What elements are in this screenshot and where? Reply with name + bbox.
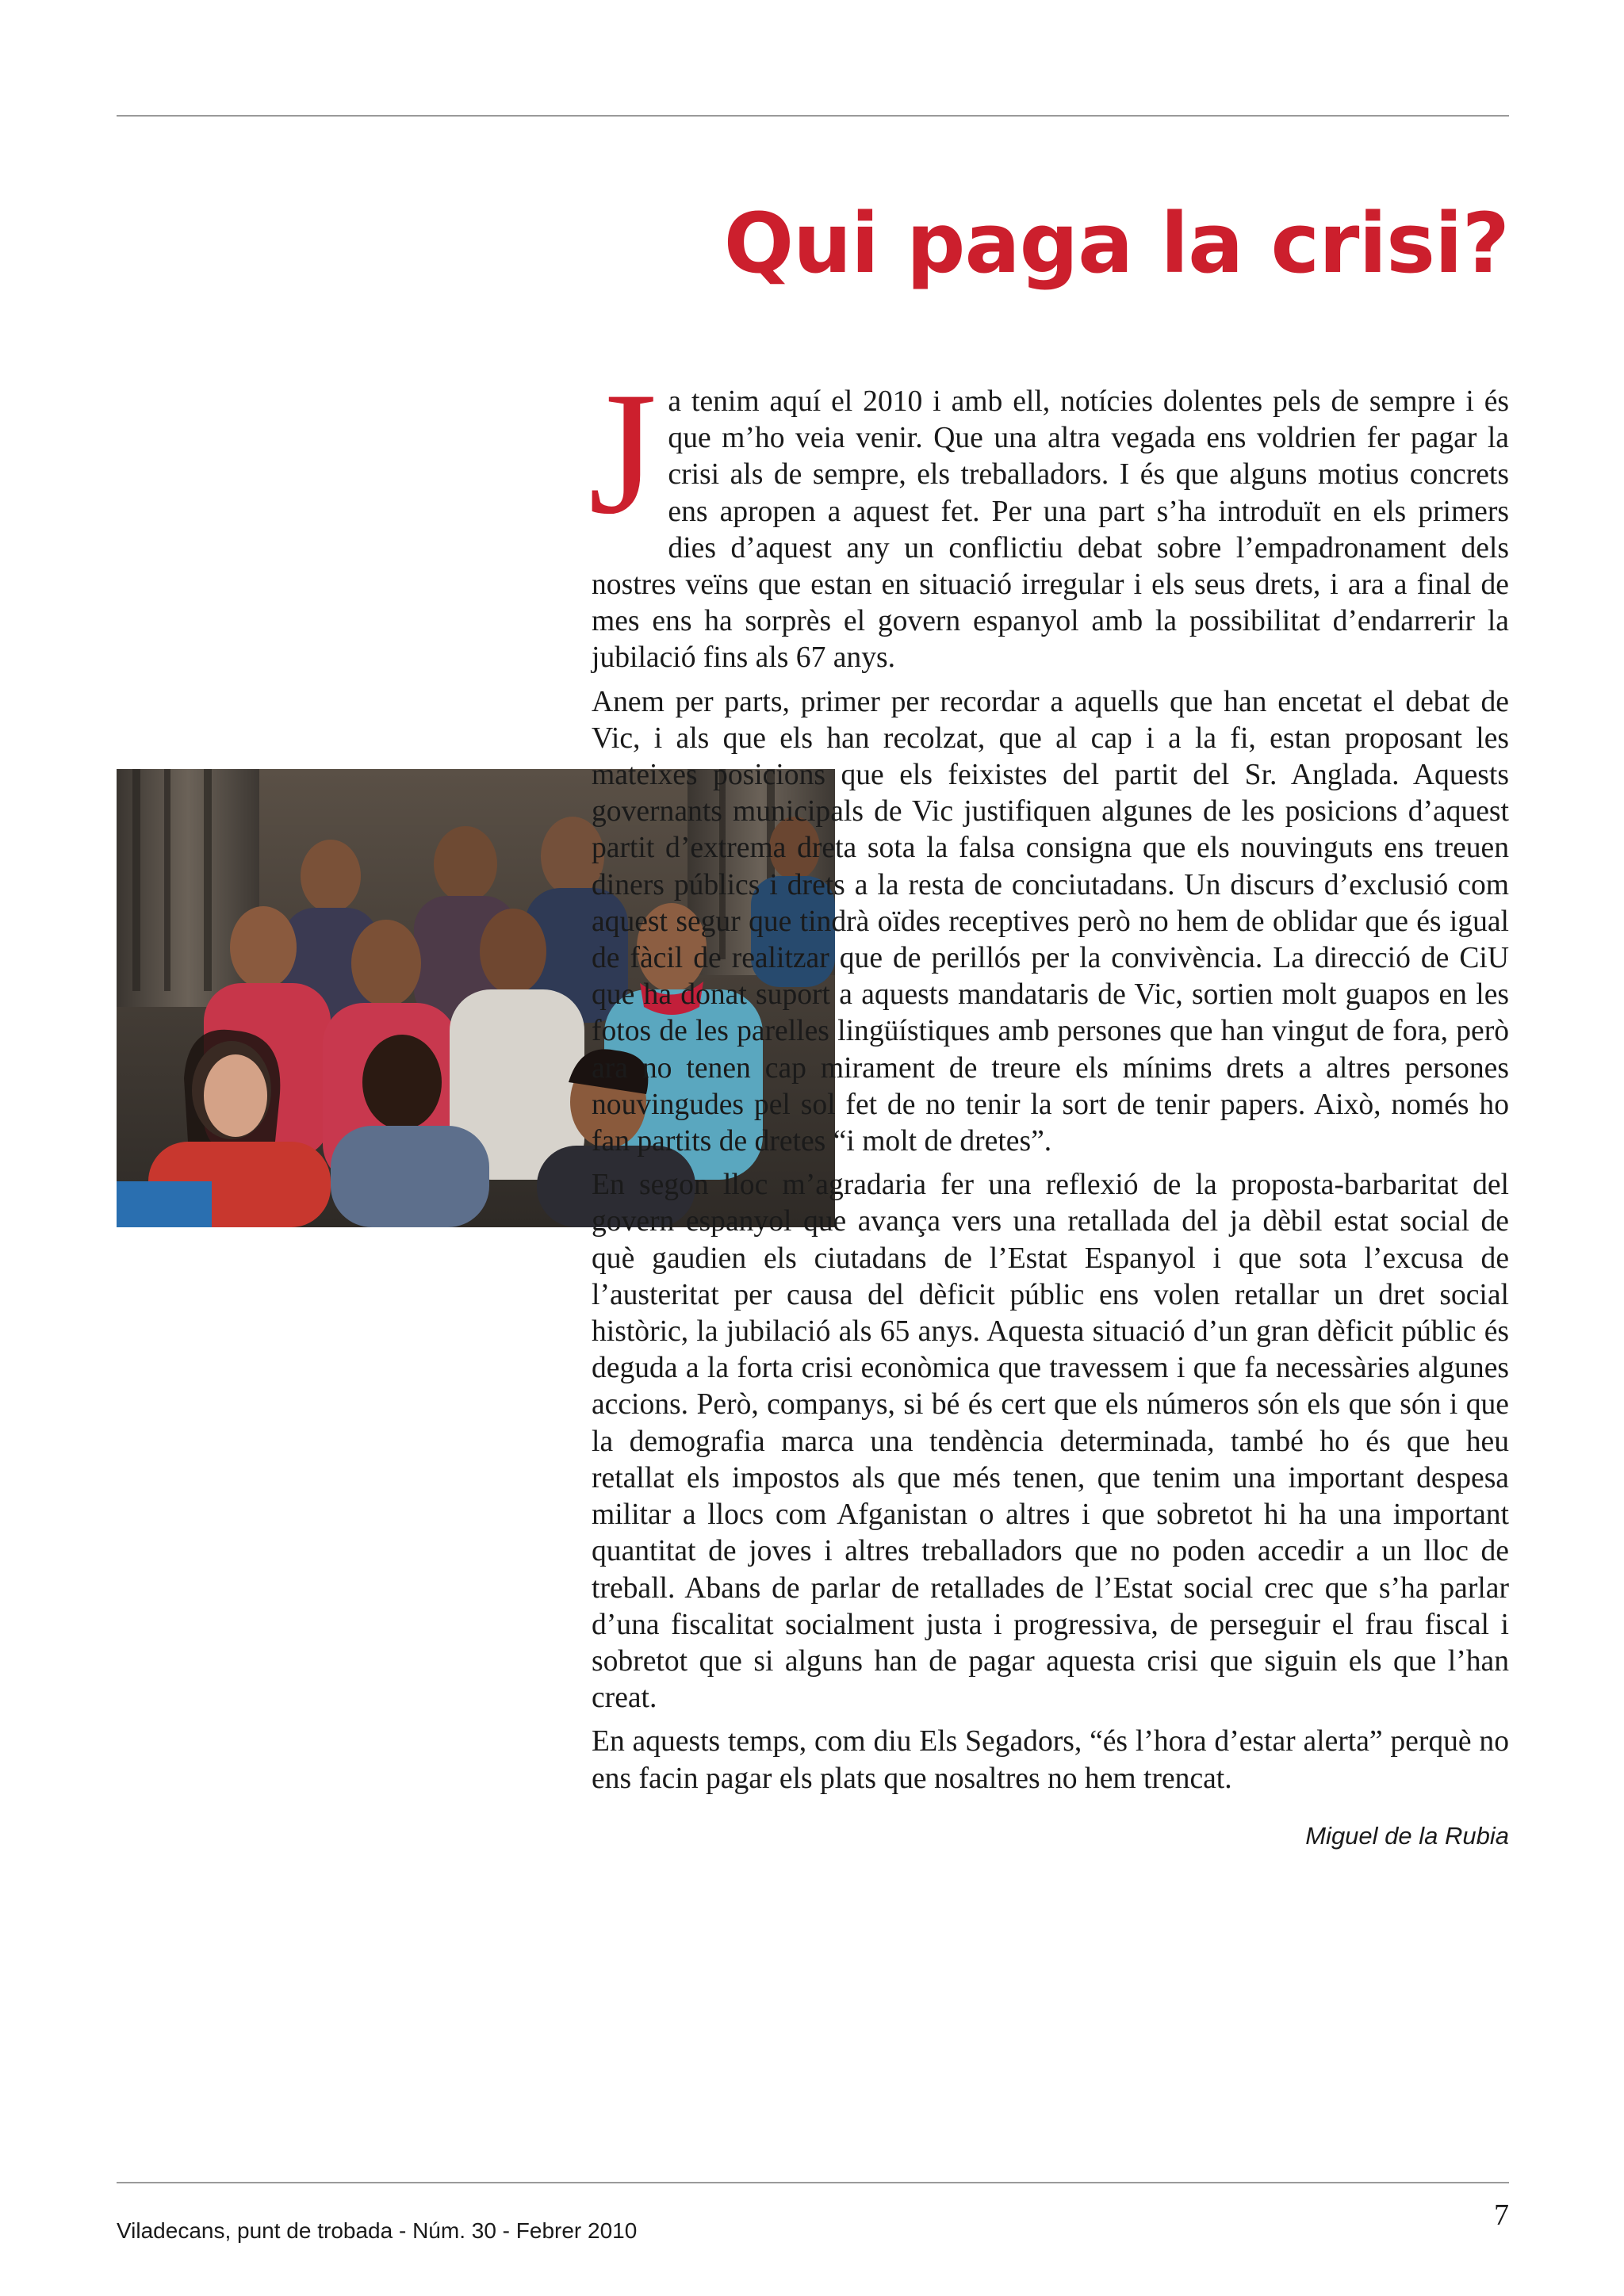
author-signature: Miguel de la Rubia xyxy=(1305,1821,1509,1850)
footer-rule xyxy=(117,2182,1509,2183)
drop-cap: J xyxy=(588,356,657,551)
paragraph-3: En segon lloc m’agradaria fer una reflexió de la proposta-barbaritat del govern espanyol que avança vers una retallada del ja dèbil estat social de què gaudien els ciutadans de l’Estat Espanyol i que sota l’excusa de l’austeritat per causa del dèficit públic ens volen retallar un dret social històric, la jubilació als 65 anys. Aquesta situació d’un gran dèficit públic és deguda a la forta crisi econòmica que travessem i que fa necessàries algunes accions. Però, companys, si bé és cert que els números són els que són i que la demografia marca una tendència determinada, també ho és que heu retallat els impostos als que més tenen, que tenim una important despesa militar a llocs com Afganistan o altres i que sobretot hi ha una important quantitat de joves i altres treballadors que no poden accedir a un lloc de treball. Abans de parlar de retallades de l’Estat social crec que s’ha parlar d’una fiscalitat socialment justa i progressiva, de perseguir el frau fiscal i sobretot que si alguns han de pagar aquesta crisi que siguin els que l’han creat. xyxy=(592,1169,1509,1715)
paragraph-2 xyxy=(592,684,1509,1161)
paragraph-2-text: Anem per parts, primer per recordar a aquells que han encetat el debat de Vic, i als que els han recolzat, que al cap i a la fi, estan proposant les mateixes posicions que els feixistes del partit del Sr. Anglada. Aquests governants municipals de Vic justifiquen algunes de les posicions d’aquest partit d’extrema dreta sota la falsa consigna que els nouvinguts ens treuen diners públics i drets a la resta de conciutadans. Un discurs d’exclusió com aquest segur que tindrà oïdes receptives però no hem de oblidar que és igual de fàcil de realitzar que de perillós per la convivència. La direcció de CiU que ha donat suport a aquests mandataris de Vic, sortien molt guapos en les fotos de les parelles lingüístiques amb persones que han vingut de fora, però ara no tenen cap mirament de treure els mínims drets a altres persones nouvingudes pel sol fet de no tenir la sort de tenir papers. Això, només ho fan partits de dretes “i molt de dretes”. xyxy=(592,685,1509,1158)
footer-publication: Viladecans, punt de trobada - Núm. 30 - Febrer 2010 xyxy=(117,2218,638,2243)
article-body xyxy=(588,356,1509,1854)
photo-wrap-space xyxy=(117,684,376,1217)
page-number: 7 xyxy=(1494,2198,1509,2232)
paragraph-1-text: a tenim aquí el 2010 i amb ell, notícies dolentes pels de sempre i és que m’ho veia venir. Que una altra vegada ens voldrien fer pagar la crisi als de sempre, els treballadors. I és que alguns motius concrets ens apropen a aquest fet. Per una part s’ha introduït en els primers dies d’aquest any un conflictiu debat sobre l’empadronament dels nostres veïns que estan en situació irregular i els seus drets, i ara a final de mes ens ha sorprès el govern espanyol amb la possibilitat d’endarrerir la jubilació fins als 67 anys. xyxy=(592,385,1509,675)
paragraph-4: En aquests temps, com diu Els Segadors, “és l’hora d’estar alerta” perquè no ens facin pagar els plats que nosaltres no hem trencat. xyxy=(592,1725,1509,1795)
header-rule xyxy=(117,115,1509,117)
article-title: Qui paga la crisi? xyxy=(723,195,1509,292)
paragraph-1 xyxy=(588,356,1509,677)
